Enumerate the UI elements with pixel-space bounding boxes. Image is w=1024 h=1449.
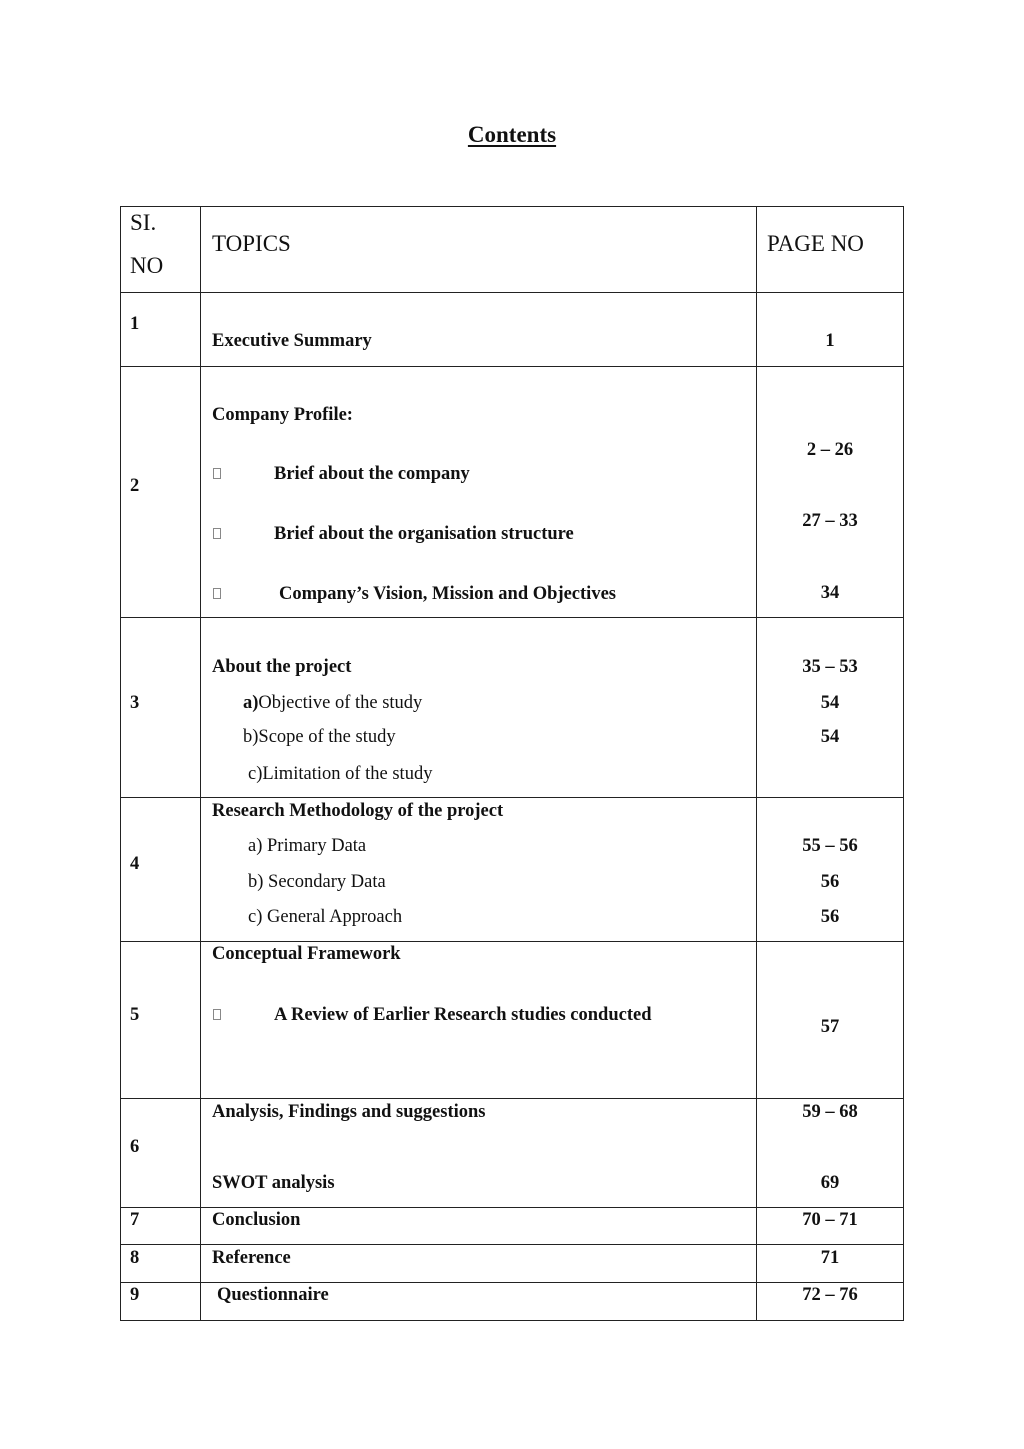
topic-heading: Conceptual Framework	[212, 944, 401, 964]
topic-label: Company’s Vision, Mission and Objectives	[279, 584, 616, 604]
page-number: 27 – 33	[802, 511, 858, 531]
topic-label: Brief about the company	[274, 464, 470, 484]
header-topics: TOPICS	[212, 231, 291, 256]
header-sl-no-line1: SI.	[130, 210, 157, 235]
header-page-no: PAGE NO	[767, 231, 864, 256]
topic-label: Reference	[212, 1248, 291, 1268]
row-divider	[121, 941, 903, 942]
topic-heading: Company Profile:	[212, 405, 353, 425]
topic-label: Questionnaire	[217, 1285, 329, 1305]
row-divider	[121, 366, 903, 367]
page-number: 35 – 53	[802, 657, 858, 677]
row-number: 3	[130, 693, 140, 713]
row-divider	[121, 797, 903, 798]
page-number: 70 – 71	[802, 1210, 858, 1230]
bullet-icon	[213, 468, 221, 479]
page-number: 1	[825, 331, 835, 351]
row-divider	[121, 1207, 903, 1208]
topic-label: A Review of Earlier Research studies conducted	[274, 1005, 652, 1025]
row-number: 8	[130, 1248, 140, 1268]
subtopic-label: a) Primary Data	[248, 836, 367, 856]
page-number: 54	[820, 727, 840, 747]
subtopic-marker: a)	[243, 693, 259, 713]
topic-label: Executive Summary	[212, 331, 372, 351]
row-divider	[121, 292, 903, 293]
row-number: 6	[130, 1137, 140, 1157]
page-number: 72 – 76	[802, 1285, 858, 1305]
row-divider	[121, 1282, 903, 1283]
bullet-icon	[213, 528, 221, 539]
page-number: 71	[820, 1248, 840, 1268]
topic-heading: About the project	[212, 657, 352, 677]
bullet-icon	[213, 588, 221, 599]
page-number: 57	[820, 1017, 840, 1037]
row-number: 5	[130, 1005, 140, 1025]
bullet-icon	[213, 1009, 221, 1020]
subtopic-label: c) General Approach	[248, 907, 403, 927]
subtopic-label: c)Limitation of the study	[248, 764, 433, 784]
topic-label: Conclusion	[212, 1210, 301, 1230]
page-number: 69	[820, 1173, 840, 1193]
topic-heading: Research Methodology of the project	[212, 801, 504, 821]
contents-table	[120, 206, 904, 1321]
topic-label: Analysis, Findings and suggestions	[212, 1102, 486, 1122]
topic-label: Brief about the organisation structure	[274, 524, 574, 544]
header-sl-no-line2: NO	[130, 253, 164, 278]
page-number: 2 – 26	[806, 440, 854, 460]
row-divider	[121, 1098, 903, 1099]
subtopic-label: b) Secondary Data	[248, 872, 386, 892]
topic-label: SWOT analysis	[212, 1173, 335, 1193]
page-number: 56	[820, 872, 840, 892]
page-number: 55 – 56	[802, 836, 858, 856]
column-divider	[756, 207, 757, 1320]
row-number: 1	[130, 314, 140, 334]
row-divider	[121, 617, 903, 618]
row-divider	[121, 1244, 903, 1245]
page-number: 56	[820, 907, 840, 927]
page-number: 54	[820, 693, 840, 713]
page-number: 34	[820, 583, 840, 603]
page-title: Contents	[467, 122, 557, 147]
row-number: 7	[130, 1210, 140, 1230]
page-number: 59 – 68	[802, 1102, 858, 1122]
subtopic-label	[243, 694, 422, 713]
subtopic-label: b)Scope of the study	[243, 727, 396, 747]
row-number: 4	[130, 854, 140, 874]
column-divider	[200, 207, 201, 1320]
subtopic-text: Objective of the study	[258, 693, 423, 713]
row-number: 2	[130, 476, 140, 496]
row-number: 9	[130, 1285, 140, 1305]
